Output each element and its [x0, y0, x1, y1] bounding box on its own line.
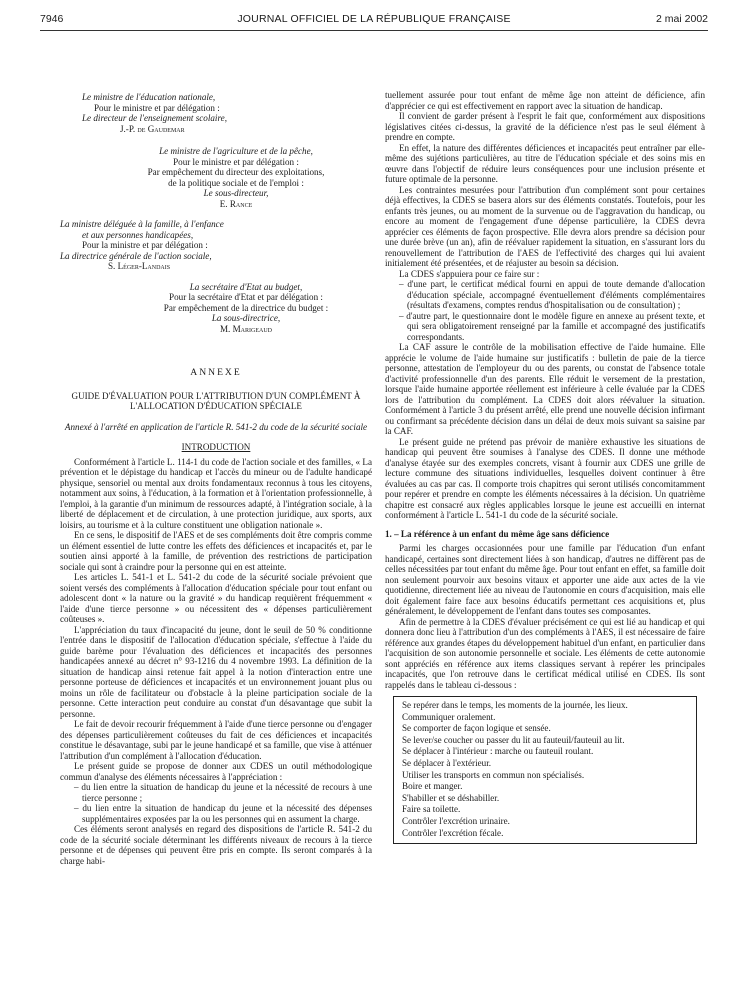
list-item: – d'une part, le certificat médical fourni en appui de toute demande d'allocation d'éducation spéciale, accompagné éventuellement d'éléments complémentaires (résultats d'examens, comptes rendus d'hospitalisation ou de consultation) ;: [399, 279, 705, 311]
signature-line: La sous-directrice,: [211, 313, 281, 323]
paragraph: Les contraintes mesurées pour l'attribution d'un complément sont pour certaines déjà effectives, la CDES se basera alors sur des éléments constatés. Toutefois, pour les enfants très jeunes, ou au moment de la survenue ou de l'aggravation du handicap, ou encore au moment de l'engagement d'une dépense particulière, la CDES devra apprécier ces éléments de façon prospective. Elle devra alors prendre sa décision pour une durée brève (un an), afin de réévaluer rapidement la situation, en s'assurant lors du renouvellement de l'attribution de l'AES de l'effectivité des charges qui lui avaient initialement été présentées, et de réajuster au besoin sa décision.: [385, 184, 705, 268]
table-row: Se déplacer à l'extérieur.: [402, 757, 491, 768]
guide-title: GUIDE D'ÉVALUATION POUR L'ATTRIBUTION D'UN COMPLÉMENT À L'ALLOCATION D'ÉDUCATION SPÉCIALE: [71, 390, 361, 411]
signature-line: La directrice générale de l'action sociale,: [60, 250, 212, 261]
table-row: Se lever/se coucher ou passer du lit au fauteuil/fauteuil au lit.: [402, 734, 625, 745]
signatory-name: J.-P. de Gaudemar: [120, 123, 185, 134]
paragraph: Parmi les charges occasionnées pour une famille par l'éducation d'un enfant handicapé, certaines sont directement liées à son handicap, d'autres ne diffèrent pas de celles nécessitées par tout enfant du même âge. Pour tout enfant en effet, sa famille doit non seulement pourvoir aux besoins vitaux et apporter une aide aux actes de la vie quotidienne, directement liée au niveau de l'autonomie en cours d'acquisition, mais elle doit également faire face aux besoins éducatifs permettant ces acquisitions et, plus généralement, le développement de l'enfant dans toutes ses composantes.: [385, 543, 705, 616]
journal-title: JOURNAL OFFICIEL DE LA RÉPUBLIQUE FRANÇAISE: [237, 13, 511, 25]
signatory-name: E. Rance: [219, 198, 253, 209]
table-row: S'habiller et se déshabiller.: [402, 792, 500, 803]
autonomy-table: [393, 696, 697, 844]
signature-line: Pour le ministre et par délégation :: [173, 156, 299, 167]
paragraph: Le fait de devoir recourir fréquemment à l'aide d'une tierce personne ou d'engager des dépenses particulièrement coûteuses du fait de ces déficiences et incapacités constitue le désavantage, subi par le jeune handicapé et sa famille, que vise à atténuer l'attribution d'un complément à l'allocation d'éducation.: [60, 719, 372, 761]
signature-line: Par empêchement de la directrice du budget :: [163, 302, 329, 313]
page-number: 7946: [40, 13, 64, 25]
table-row: Communiquer oralement.: [402, 711, 496, 722]
annexe-heading: ANNEXE: [190, 367, 242, 378]
paragraph: Ces éléments seront analysés en regard des dispositions de l'article R. 541-2 du code de la sécurité sociale déterminant les différents niveaux de recours à la tierce personne et de dépenses qui peuvent être pris en compte. Ils seront comparés à la charge habi-: [60, 824, 372, 866]
signature-budget: [60, 282, 372, 335]
annexed-note: Annexé à l'arrêté en application de l'article R. 541-2 du code de la sécurité sociale: [64, 421, 368, 432]
signature-line: Par empêchement du directeur des exploitations,: [147, 167, 325, 177]
table-row: Utiliser les transports en commun non spécialisés.: [402, 769, 585, 780]
signature-line: Le ministre de l'agriculture et de la pêche,: [159, 146, 313, 156]
signature-line: et aux personnes handicapées,: [82, 229, 194, 240]
table-row: Contrôler l'excrétion fécale.: [402, 827, 504, 838]
list-item: – du lien entre la situation de handicap du jeune et la nécessité de recours à une tierce personne ;: [74, 782, 372, 803]
signature-line: Pour la secrétaire d'Etat et par délégation :: [169, 292, 323, 302]
table-row: Se déplacer à l'intérieur : marche ou fauteuil roulant.: [402, 746, 594, 757]
right-column: [385, 90, 705, 844]
issue-date: 2 mai 2002: [656, 13, 708, 25]
page-header: [40, 13, 708, 29]
paragraph: La CDES s'appuiera pour ce faire sur :: [399, 268, 540, 279]
table-row: Se comporter de façon logique et sensée.: [402, 723, 551, 734]
signature-line: La ministre déléguée à la famille, à l'enfance: [60, 219, 224, 229]
header-rule: [40, 30, 708, 31]
paragraph: En effet, la nature des différentes déficiences et incapacités peut entraîner par elle-même des sujétions particulières, au titre de l'éducation spéciale et des soins mis en œuvre dans l'objectif de réduire leurs conséquences pour une inclusion présente et future optimale de la personne.: [385, 142, 705, 184]
paragraph: Conformément à l'article L. 114-1 du code de l'action sociale et des familles, « La prévention et le dépistage du handicap et l'accès du mineur ou de l'adulte handicapé physique, sensoriel ou mental aux droits fondamentaux reconnus à tous les citoyens, notamment aux soins, à l'éducation, à la formation et à l'orientation professionnelle, à l'emploi, à la garantie d'un minimum de ressources adapté, à l'intégration sociale, à la liberté de déplacement et de circulation, à une protection juridique, aux sports, aux loisirs, au tourisme et à la culture constituent une obligation nationale ».: [60, 456, 372, 530]
signatory-name: S. Léger-Landais: [108, 261, 171, 271]
paragraph: Afin de permettre à la CDES d'évaluer précisément ce qui est lié au handicap et qui donnera donc lieu à l'attribution d'un des compléments à l'AES, il est nécessaire de faire référence aux grandes étapes du développement habituel d'un enfant, en particulier dans l'acquisition de son autonomie personnelle et sociale. Les éléments de cette autonomie sont appréciés en référence aux items classiques servant à repérer les principales incapacités, que l'on retrouve dans le certificat médical utilisé en CDES. Ils sont rappelés dans le tableau ci-dessous :: [385, 616, 705, 690]
table-row: Faire sa toilette.: [402, 804, 461, 815]
left-column: [60, 92, 372, 866]
table-row: Contrôler l'excrétion urinaire.: [402, 815, 510, 826]
paragraph: L'appréciation du taux d'incapacité du jeune, dont le seuil de 50 % conditionne l'entrée dans le dispositif de l'allocation d'éducation spéciale, s'effectue à l'aide du guide barème pour l'évaluation des déficiences et incapacités des personnes handicapées annexé au décret n° 93-1216 du 4 novembre 1993. La définition de la situation de handicap ainsi retenue fait appel à la notion d'interaction entre une personne porteuse de déficiences et incapacités et un environnement jouant plus ou moins un rôle de facilitateur ou d'obstacle à la pleine participation sociale de la personne. Cette interaction peut conduire au constat d'un désavantage que subit la personne.: [60, 624, 372, 719]
table-row: Se repérer dans le temps, les moments de la journée, les lieux.: [402, 700, 628, 710]
paragraph: tuellement assurée pour tout enfant de même âge non atteint de déficience, afin d'apprécier ce qui est effectivement en rapport avec la situation de handicap.: [385, 90, 705, 111]
signature-line: Pour la ministre et par délégation :: [82, 240, 208, 250]
paragraph: La CAF assure le contrôle de la mobilisation effective de l'aide humaine. Elle apprécie le volume de l'aide humaine sur justificatifs : bulletin de paie de la tierce personne, attestation de l'employeur du ou des parents, ou constat de l'absence totale d'activité professionnelle d'un des parents. Elle réduit le versement de la prestation, lorsque l'aide humaine apportée réellement est inférieure à celle évaluée par la CDES lors de l'attribution du complément. La CDES doit alors réévaluer la situation. Conformément à l'article 3 du présent arrêté, elle prend une nouvelle décision infirmant ou confirmant sa précédente décision dans un délai de deux mois suivant sa saisine par la CAF.: [385, 342, 705, 436]
paragraph: Le présent guide se propose de donner aux CDES un outil méthodologique commun d'analyse des éléments nécessaires à l'appréciation :: [60, 761, 372, 782]
left-list: [60, 782, 372, 824]
list-item: – du lien entre la situation de handicap du jeune et la nécessité des dépenses supplémentaires exposées par la ou les personnes qui en assument la charge.: [74, 803, 372, 824]
paragraph: En ce sens, le dispositif de l'AES et de ses compléments doit être compris comme un élément essentiel de lutte contre les effets des déficiences et incapacités et, par le soutien ainsi apporté à la famille, de prévention des restrictions de participation sociale qui sont à craindre pour la personne qui en est atteinte.: [60, 530, 372, 572]
signature-line: Le directeur de l'enseignement scolaire,: [82, 113, 227, 123]
signature-agriculture: [60, 146, 372, 209]
signature-line: Le sous-directeur,: [203, 188, 269, 198]
signature-famille: [60, 219, 372, 272]
signature-line: Pour le ministre et par délégation :: [94, 102, 220, 113]
table-row: Boire et manger.: [402, 781, 463, 792]
signatory-name: M. Marigeaud: [219, 323, 273, 334]
paragraph: Il convient de garder présent à l'esprit le fait que, conformément aux dispositions législatives citées ci-dessus, la gravité de la déficience n'est pas le seul élément à prendre en compte.: [385, 111, 705, 142]
signature-education: [82, 92, 372, 134]
signature-line: Le ministre de l'éducation nationale,: [82, 92, 216, 102]
right-list: [385, 279, 705, 342]
signature-line: La secrétaire d'Etat au budget,: [189, 281, 303, 292]
intro-heading: INTRODUCTION: [181, 442, 251, 452]
paragraph: Les articles L. 541-1 et L. 541-2 du code de la sécurité sociale prévoient que soient versés des compléments à l'allocation d'éducation spéciale pour tout enfant ou adolescent dont « la nature ou la gravité » du handicap requièrent fréquemment « l'aide d'une tierce personne » ou nécessitent des « dépenses particulièrement coûteuses ».: [60, 572, 372, 624]
list-item: – d'autre part, le questionnaire dont le modèle figure en annexe au présent texte, et qui sera obligatoirement renseigné par la famille et accompagné des justificatifs correspondants.: [399, 311, 705, 343]
paragraph: Le présent guide ne prétend pas prévoir de manière exhaustive les situations de handicap qui peuvent être soumises à l'analyse des CDES. Il donne une méthode d'analyse étayée sur des exemples concrets, visant à fournir aux CDES une grille de lecture commune des situations individuelles, lesquelles doivent continuer à être évaluées au cas par cas. Il comporte trois chapitres qui seront utilisés concomitamment pour repérer et prendre en compte les éléments nécessaires à la décision. Un quatrième chapitre est consacré aux règles applicables lorsque le jeune est accueilli en internat conformément à l'article L. 541-1 du code de la sécurité sociale.: [385, 436, 705, 520]
signature-line: de la politique sociale et de l'emploi :: [168, 177, 304, 188]
section-heading: 1. – La référence à un enfant du même âge sans déficience: [385, 528, 610, 539]
